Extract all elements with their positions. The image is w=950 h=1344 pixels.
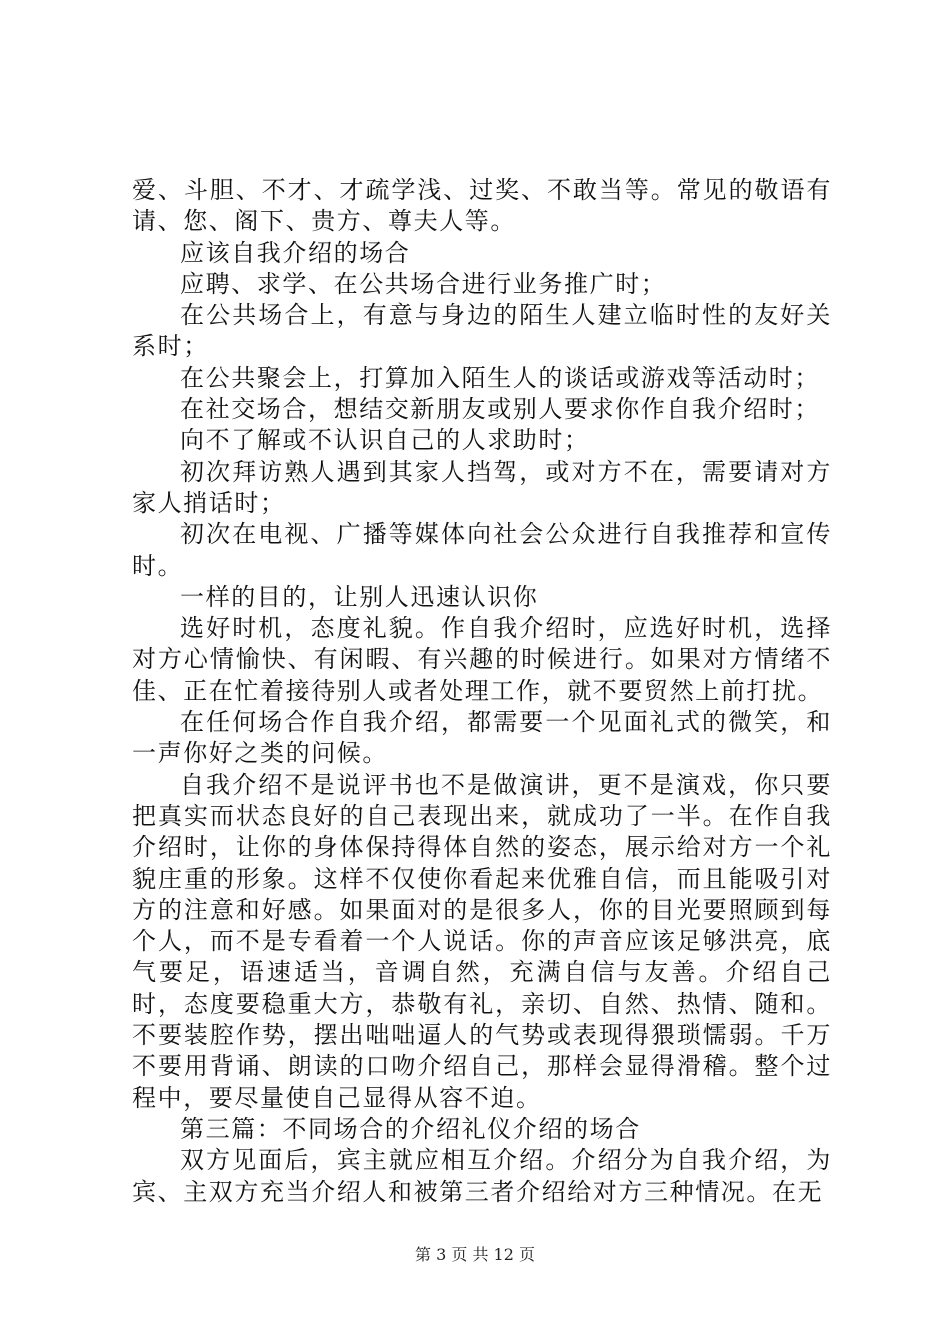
paragraph: 在公共聚会上，打算加入陌生人的谈话或游戏等活动时； <box>180 363 820 392</box>
paragraph: 初次拜访熟人遇到其家人挡驾，或对方不在，需要请对方家人捎话时； <box>132 457 832 517</box>
paragraph: 第三篇：不同场合的介绍礼仪介绍的场合 <box>180 1114 641 1143</box>
paragraph: 在公共场合上，有意与身边的陌生人建立临时性的友好关系时； <box>132 301 832 361</box>
paragraph: 在任何场合作自我介绍，都需要一个见面礼式的微笑，和一声你好之类的问候。 <box>132 708 832 768</box>
paragraph: 一样的目的，让别人迅速认识你 <box>180 582 539 611</box>
paragraph: 初次在电视、广播等媒体向社会公众进行自我推荐和宣传时。 <box>132 520 832 580</box>
paragraph: 向不了解或不认识自己的人求助时； <box>180 426 590 455</box>
paragraph: 双方见面后，宾主就应相互介绍。介绍分为自我介绍，为宾、主双方充当介绍人和被第三者介绍给对方三种情况。在无 <box>132 1146 832 1206</box>
paragraph: 选好时机，态度礼貌。作自我介绍时，应选好时机，选择对方心情愉快、有闲暇、有兴趣的时候进行。如果对方情绪不佳、正在忙着接待别人或者处理工作，就不要贸然上前打扰。 <box>132 614 832 705</box>
paragraph: 应该自我介绍的场合 <box>180 238 411 267</box>
paragraph: 爱、斗胆、不才、才疏学浅、过奖、不敢当等。常见的敬语有请、您、阁下、贵方、尊夫人等。 <box>132 176 832 236</box>
paragraph: 在社交场合，想结交新朋友或别人要求你作自我介绍时； <box>180 395 820 424</box>
page-footer: 第 3 页 共 12 页 <box>415 1245 535 1264</box>
paragraph: 自我介绍不是说评书也不是做演讲，更不是演戏，你只要把真实而状态良好的自己表现出来，就成功了一半。在作自我介绍时，让你的身体保持得体自然的姿态，展示给对方一个礼貌庄重的形象。这样不仅使你看起来优雅自信，而且能吸引对方的注意和好感。如果面对的是很多人，你的目光要照顾到每个人，而不是专看着一个人说话。你的声音应该足够洪亮，底气要足，语速适当，音调自然，充满自信与友善。介绍自己时，态度要稳重大方，恭敬有礼，亲切、自然、热情、随和。不要装腔作势，摆出咄咄逼人的气势或表现得猥琐懦弱。千万不要用背诵、朗读的口吻介绍自己，那样会显得滑稽。整个过程中，要尽量使自己显得从容不迫。 <box>132 770 832 1112</box>
paragraph: 应聘、求学、在公共场合进行业务推广时； <box>180 269 667 298</box>
document-body <box>132 175 832 1208</box>
